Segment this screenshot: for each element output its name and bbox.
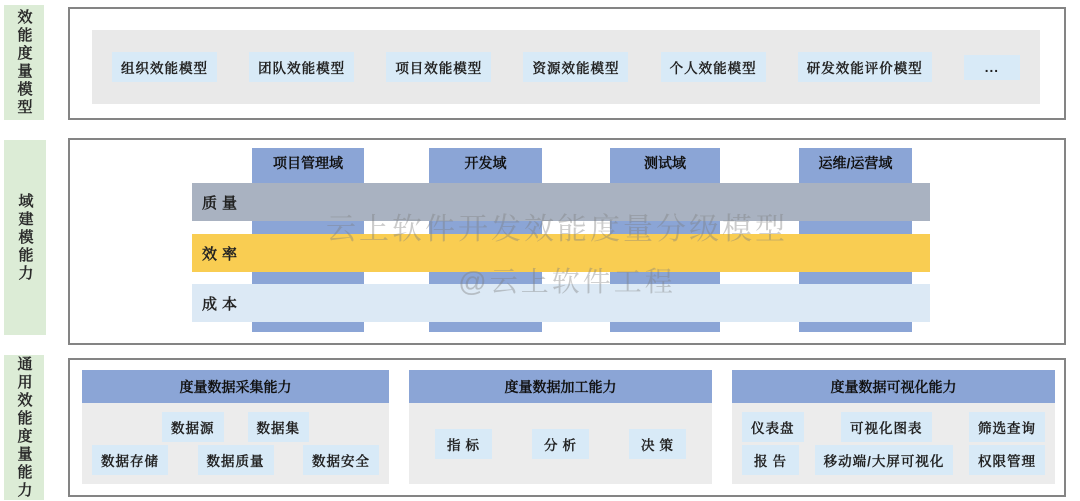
chip-permission-mgmt: 权限管理 [969, 445, 1045, 475]
model-chip-organization: 组织效能模型 [112, 52, 217, 82]
section-label-general: 通用效能度量能力 [4, 355, 44, 500]
card-title: 度量数据可视化能力 [732, 370, 1055, 403]
domain-column-header: 项目管理域 [273, 155, 343, 171]
chip-data-storage: 数据存储 [92, 445, 168, 475]
chip-data-source: 数据源 [162, 412, 224, 442]
card-body [409, 403, 712, 484]
card-title: 度量数据采集能力 [82, 370, 389, 403]
watermark-handle: @云上软件工程 [458, 266, 676, 297]
domains-panel [68, 138, 1066, 345]
model-chip-project: 项目效能模型 [386, 52, 491, 82]
domain-column-header: 运维/运营域 [818, 155, 893, 171]
card-body [82, 403, 389, 484]
chip-filter-query: 筛选查询 [969, 412, 1045, 442]
chip-visual-charts: 可视化图表 [841, 412, 932, 442]
chip-data-set: 数据集 [248, 412, 310, 442]
model-chip-resource: 资源效能模型 [523, 52, 628, 82]
watermark-title: 云上软件开发效能度量分级模型 [326, 213, 788, 246]
chip-dashboard: 仪表盘 [742, 412, 804, 442]
chip-reports: 报告 [742, 445, 799, 475]
card-body [732, 403, 1055, 484]
section-label-domains: 域建模能力 [4, 140, 46, 335]
domain-column-header: 测试域 [644, 155, 686, 171]
model-chip-team: 团队效能模型 [249, 52, 354, 82]
general-panel [68, 358, 1066, 497]
model-chip-individual: 个人效能模型 [661, 52, 766, 82]
models-tray [92, 30, 1040, 104]
model-chip-ellipsis: ... [964, 55, 1020, 80]
model-chip-rd-evaluation: 研发效能评价模型 [798, 52, 932, 82]
chip-mobile-bigscreen: 移动端/大屏可视化 [815, 445, 954, 475]
chip-analysis: 分析 [532, 429, 589, 459]
chip-data-security: 数据安全 [303, 445, 379, 475]
models-panel [68, 7, 1066, 120]
section-label-models: 效能度量模型 [4, 5, 44, 120]
metric-band-label: 质量 [202, 194, 243, 212]
metric-band-label: 效率 [202, 245, 243, 263]
chip-indicators: 指标 [435, 429, 492, 459]
card-data-collection [82, 370, 389, 484]
metric-band-label: 成本 [202, 295, 243, 313]
domain-column-header: 开发域 [464, 155, 507, 171]
card-data-visualization [732, 370, 1055, 484]
chip-decision: 决策 [629, 429, 686, 459]
card-title: 度量数据加工能力 [409, 370, 712, 403]
chip-data-quality: 数据质量 [198, 445, 274, 475]
card-data-processing [409, 370, 712, 484]
